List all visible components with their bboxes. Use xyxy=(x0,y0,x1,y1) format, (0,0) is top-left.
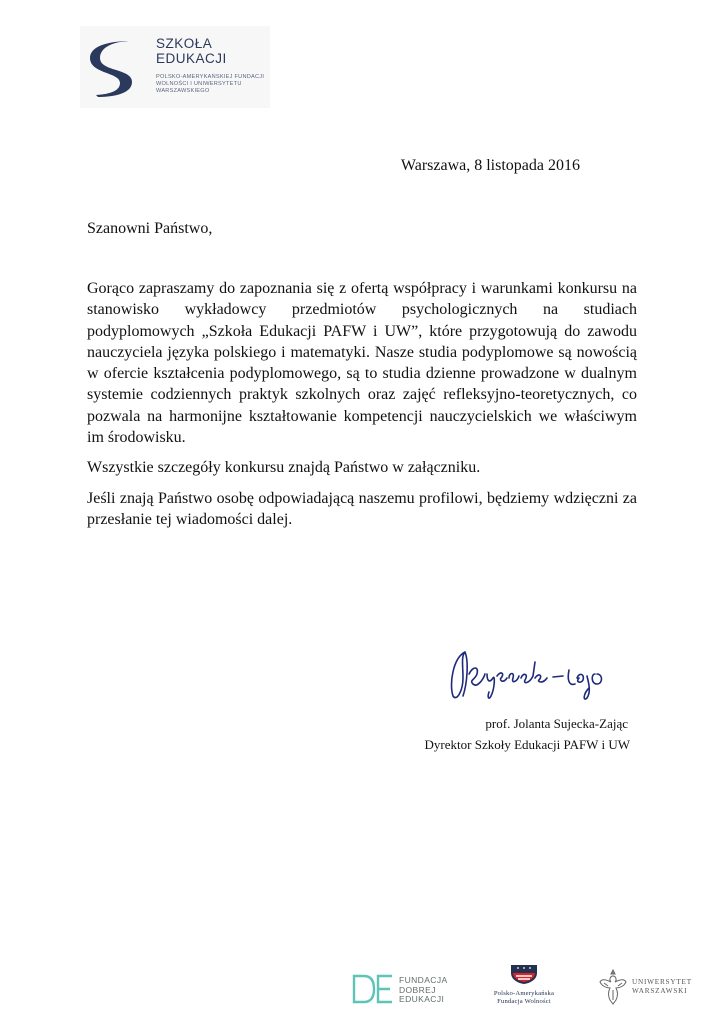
paragraph-attachment: Wszystkie szczegóły konkursu znajdą Państwo w załączniku. xyxy=(87,459,481,477)
eagle-emblem-icon xyxy=(598,968,628,1006)
pafw-emblem-icon xyxy=(509,963,539,985)
logo-subtitle-line2: WOLNOŚCI I UNIWERSYTETU xyxy=(156,81,242,87)
fde-text-line2: DOBREJ xyxy=(399,984,436,995)
pafw-text-line2: Fundacja Wolności xyxy=(497,998,551,1005)
logo-subtitle-line1: POLSKO-AMERYKAŃSKIEJ FUNDACJI xyxy=(156,74,265,80)
paragraph-forward: Jeśli znają Państwo osobę odpowiadającą naszemu profilowi, będziemy wdzięczni za przesłanie tej wiadomości dalej. xyxy=(87,489,637,528)
signer-name: prof. Jolanta Sujecka-Zając xyxy=(485,716,628,731)
logo-title-line2: EDUKACJI xyxy=(156,51,227,66)
uw-text-line2: WARSZAWSKI xyxy=(632,987,688,995)
logo-subtitle-line3: WARSZAWSKIEGO xyxy=(156,88,210,94)
letter-body xyxy=(87,278,637,539)
paragraph-invitation: Gorąco zapraszamy do zapoznania się z ofertą współpracy i warunkami konkursu na stanowisko wykładowcy przedmiotów psychologicznych na studiach podyplomowych „Szkoła Edukacji PAFW i UW”, które przygotowują do zawodu nauczyciela języka polskiego i matematyki. Nasze studia podyplomowe są nowością w ofercie kształcenia podyplomowego, są to studia dzienne prowadzone w dualnym systemie codziennych praktyk szkolnych oraz zajęć refleksyjno-teoretycznych, co pozwala na harmonijne kształtowanie kompetencji nauczycielskich we właściwym im środowisku. xyxy=(87,280,637,447)
pafw-text-line1: Polsko-Amerykańska xyxy=(493,990,555,997)
letter-greeting: Szanowni Państwo, xyxy=(87,220,213,237)
uniwersytet-warszawski-logo xyxy=(598,968,692,1011)
fde-text-line3: EDUKACJI xyxy=(399,994,445,1004)
fde-mark-icon xyxy=(352,974,394,1004)
fde-text-line1: FUNDACJA xyxy=(399,975,448,985)
signer-title: Dyrektor Szkoły Edukacji PAFW i UW xyxy=(424,737,630,752)
s-logo-icon xyxy=(88,38,144,100)
school-logo xyxy=(80,26,270,108)
handwritten-signature xyxy=(443,644,613,711)
fundacja-dobrej-edukacji-logo xyxy=(352,974,448,1009)
pafw-logo xyxy=(484,963,564,1006)
logo-title xyxy=(156,36,227,66)
letter-date: Warszawa, 8 listopada 2016 xyxy=(400,157,580,174)
uw-text-line1: UNIWERSYTET xyxy=(632,978,692,986)
logo-subtitle xyxy=(156,74,264,95)
logo-title-line1: SZKOŁA xyxy=(156,36,213,51)
